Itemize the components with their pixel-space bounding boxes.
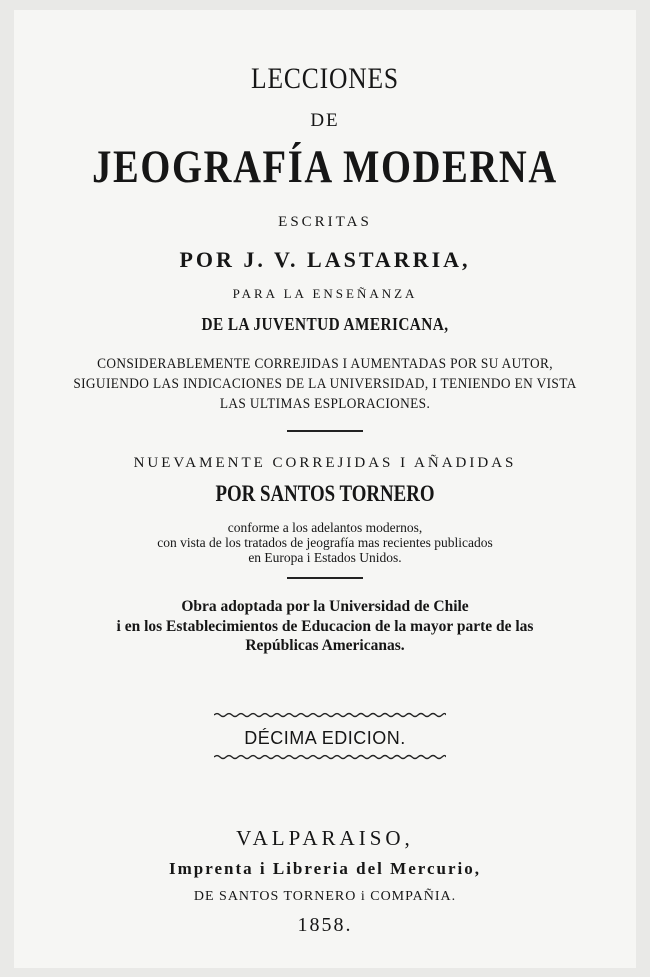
imprint-printer: Imprenta i Libreria del Mercurio,: [169, 859, 481, 878]
imprint-city: VALPARAISO,: [236, 826, 414, 850]
divider-rule: [287, 430, 363, 432]
adoption-note: Obra adoptada por la Universidad de Chile: [181, 598, 469, 615]
escritas-line: ESCRITAS: [278, 214, 372, 230]
revision-line: NUEVAMENTE CORREJIDAS I AÑADIDAS: [133, 455, 517, 471]
imprint-year: 1858.: [297, 914, 353, 936]
de-line: DE: [310, 110, 340, 131]
revision-note: con vista de los tratados de jeografía mas recientes publicados: [157, 535, 493, 550]
juventud-line: DE LA JUVENTUD AMERICANA,: [201, 314, 449, 334]
main-title: JEOGRAFÍA MODERNA: [92, 141, 558, 193]
revision-note: conforme a los adelantos modernos,: [227, 520, 423, 535]
description-line: SIGUIENDO LAS INDICACIONES DE LA UNIVERSIDAD, I TENIENDO EN VISTA: [73, 376, 577, 392]
adoption-note: Repúblicas Americanas.: [245, 637, 405, 654]
divider-rule: [287, 577, 363, 579]
reviser-line: POR SANTOS TORNERO: [215, 481, 435, 506]
para-line: PARA LA ENSEÑANZA: [232, 286, 418, 301]
edition-label: DÉCIMA EDICION.: [244, 728, 406, 748]
imprint-owner: DE SANTOS TORNERO i COMPAÑIA.: [193, 889, 457, 904]
revision-note: en Europa i Estados Unidos.: [248, 550, 402, 565]
lecciones-heading: LECCIONES: [251, 62, 399, 95]
wavy-rule-top: [214, 712, 446, 718]
author-line: POR J. V. LASTARRIA,: [179, 247, 471, 272]
wavy-rule-bottom: [214, 754, 446, 760]
description-line: CONSIDERABLEMENTE CORREJIDAS I AUMENTADAS POR SU AUTOR,: [97, 356, 553, 372]
description-line: LAS ULTIMAS ESPLORACIONES.: [219, 396, 431, 412]
adoption-note: i en los Establecimientos de Educacion de la mayor parte de las: [116, 618, 534, 635]
